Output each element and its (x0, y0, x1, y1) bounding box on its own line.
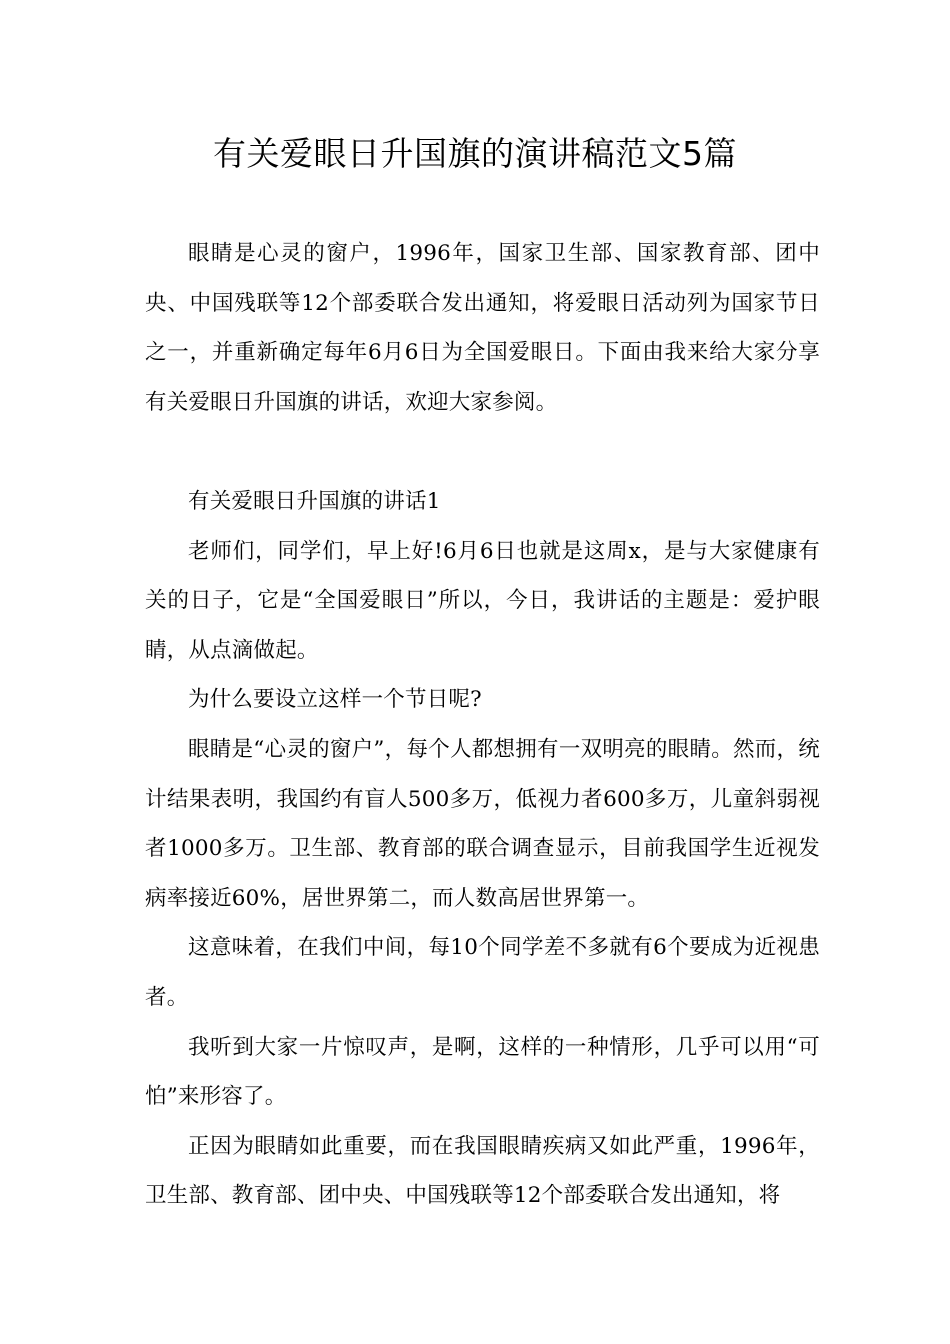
document-body (145, 229, 820, 1221)
body-paragraph: 老师们，同学们，早上好!6月6日也就是这周x，是与大家健康有关的日子，它是“全国爱眼日”所以，今日，我讲话的主题是：爱护眼睛，从点滴做起。 (145, 538, 820, 663)
body-paragraph: 我听到大家一片惊叹声，是啊，这样的一种情形，几乎可以用“可怕”来形容了。 (145, 1034, 820, 1110)
body-paragraph: 眼睛是“心灵的窗户”，每个人都想拥有一双明亮的眼睛。然而，统计结果表明，我国约有盲人500多万，低视力者600多万，儿童斜弱视者1000多万。卫生部、教育部的联合调查显示，目前我国学生近视发病率接近60%，居世界第二，而人数高居世界第一。 (145, 736, 820, 911)
document-title: 有关爱眼日升国旗的演讲稿范文5篇 (213, 134, 737, 173)
body-paragraph: 这意味着，在我们中间，每10个同学差不多就有6个要成为近视患者。 (145, 935, 820, 1010)
intro-paragraph: 眼睛是心灵的窗户，1996年，国家卫生部、国家教育部、团中央、中国残联等12个部委联合发出通知，将爱眼日活动列为国家节日之一，并重新确定每年6月6日为全国爱眼日。下面由我来给大家分享有关爱眼日升国旗的讲话，欢迎大家参阅。 (145, 241, 820, 415)
paragraph-spacer (145, 427, 820, 477)
body-paragraph: 为什么要设立这样一个节日呢? (188, 687, 482, 713)
section-heading: 有关爱眼日升国旗的讲话1 (188, 488, 441, 514)
body-paragraph: 正因为眼睛如此重要，而在我国眼睛疾病又如此严重，1996年，卫生部、教育部、团中央、中国残联等12个部委联合发出通知，将 (145, 1133, 820, 1209)
